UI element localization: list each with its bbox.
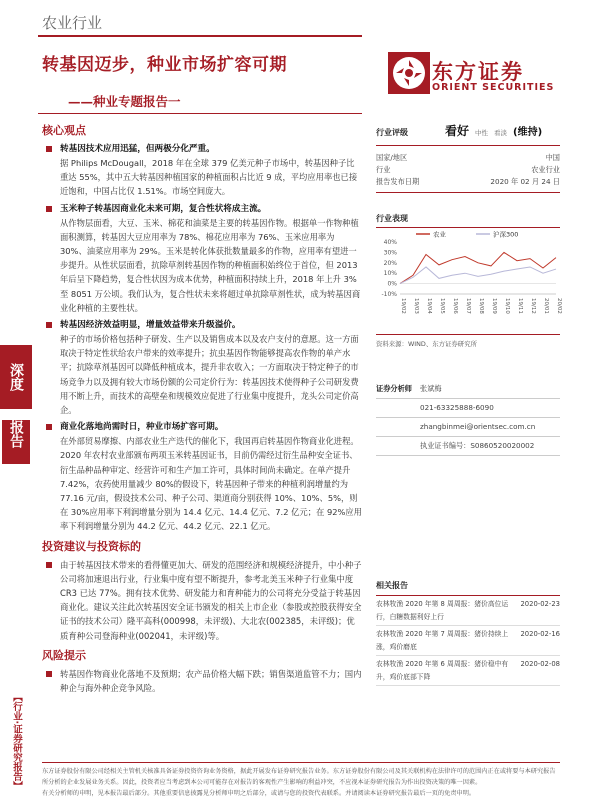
footer-note: 有关分析师的申明，见本报告最后部分。其他重要信息披露见分析师申明之后部分，或请与您的投资代表联系。并请阅读本证券研究报告最后一页的免责申明。 [42, 790, 476, 797]
analyst-email: zhangbinmei@orientsec.com.cn [420, 422, 536, 431]
info-row: 报告发布日期 2020 年 02 月 24 日 [376, 177, 560, 186]
x-tick-label: 20/01 [543, 298, 549, 314]
perf-title: 行业表现 [376, 213, 560, 228]
main-column [42, 122, 362, 695]
report-subtitle: ——种业专题报告一 [68, 94, 181, 109]
rating-label: 行业评级 [376, 128, 408, 137]
legend-label: 农业 [433, 230, 446, 239]
risk-title: 风险提示 [42, 648, 86, 662]
side-tab-report: 报告 [2, 420, 30, 464]
invest-body: 由于转基因技术带来的看得懂更加大、研发的范围经济和规模经济提升，中小种子公司将加速退出行业，行业集中度有望不断提升，参考北美玉米种子行业集中度 CR3 已达 77%。拥有技术优势、研发能力和育种能力的公司将充分受益于转基因商业化。建议关注此次转基因安全证书颁发的相关上市企业（参股或控股获得安全证书的技术公司）隆平高科(000998，未评级)、大北农(002385，未评级)；优质育种公司登海种业(002041，未评级)等。 [42, 558, 362, 643]
y-tick-label: 40% [383, 239, 397, 246]
footer-disclaimer: 东方证券股份有限公司经相关主管机关核准具备证券投资咨询业务资格，据此开展发布证券研究报告业务。东方证券股份有限公司及其关联机构在法律许可的范围内正在或将要与本研究报告所分析的企业发展业务关系。因此，投资者应当考虑到本公司可能存在对报告的客观性产生影响的利益冲突，不应视本证券研究报告为作出投资决策的唯一因素。 [42, 768, 556, 786]
bullet-icon [46, 671, 52, 677]
x-tick-label: 19/03 [413, 298, 419, 314]
point-head-2: 玉米种子转基因商业化未来可期，复合性状将成主流。 [42, 202, 362, 216]
analyst-divider [376, 417, 560, 418]
right-column [376, 122, 560, 686]
risk-body: 转基因作物商业化落地不及预期；农产品价格大幅下跌；销售渠道监管不力；国内种企与海外种企竞争风险。 [42, 667, 362, 695]
series-line-沪深300 [400, 267, 556, 284]
x-tick-label: 19/11 [517, 298, 523, 314]
bullet-icon [46, 322, 52, 328]
header-divider [38, 35, 362, 37]
footer-divider [42, 762, 560, 763]
analyst-divider [376, 455, 560, 456]
x-tick-label: 19/05 [439, 298, 445, 314]
analyst-row[interactable] [376, 420, 560, 434]
subtitle-divider [38, 113, 362, 114]
related-report[interactable]: 农林牧渔 2020 年第 8 周周报：猪价高位运行，白糖数据利好上行 2020-02-23 [376, 596, 560, 626]
legend-label: 沪深300 [493, 230, 519, 239]
x-tick-label: 19/04 [426, 298, 432, 314]
bullet-icon [46, 146, 52, 152]
analyst-row: 021-63325888-6090 [420, 403, 494, 412]
bullet-icon [46, 424, 52, 430]
rating-row [376, 122, 560, 146]
analyst-block [376, 382, 560, 456]
y-tick-label: 0% [387, 280, 397, 288]
info-row: 行业 农业行业 [376, 165, 560, 174]
x-tick-label: 19/10 [504, 298, 510, 314]
bullet-icon [46, 562, 52, 568]
related-title: 相关报告 [376, 580, 560, 596]
x-tick-label: 19/08 [478, 298, 484, 314]
rating-neutral: 中性 [475, 129, 489, 137]
analyst-divider [376, 436, 560, 437]
side-note: 【行业·证券研究报告】 [11, 692, 22, 791]
point-body-3: 种子的市场价格包括种子研发、生产以及销售成本以及农户支付的意愿。这一方面取决于特定性状给农户带来的效率提升；抗虫基因作物能够提高农作物的单产水平；抗除草剂基因可以降低种植成本，提升非农收入；一方面取决于特定种子的市场竞争力以及拥有较大市场份额的公司定价行为：转基因技术使得种子公司研发费用不断上升，而技术的高壁垒和规模效应促进了行业集中度提升，龙头公司定价高企。 [60, 334, 359, 416]
point-head-1: 转基因技术应用迅猛，但两极分化严重。 [42, 142, 362, 156]
y-tick-label: 30% [383, 249, 397, 257]
rating-keep: (维持) [513, 127, 543, 138]
y-tick-label: 20% [383, 259, 397, 267]
chart-source: 资料来源：WIND、东方证券研究所 [376, 334, 560, 348]
side-tab-depth: 深度 [0, 345, 32, 409]
perf-chart [376, 228, 560, 326]
report-title: 转基因迈步，种业市场扩容可期 [42, 55, 287, 75]
point-head-4: 商业化落地尚需时日，种业市场扩容可期。 [42, 420, 362, 434]
rating-bearish: 看淡 [494, 129, 508, 137]
x-tick-label: 19/02 [400, 298, 406, 314]
perf-chart-svg [376, 228, 560, 326]
info-row: 国家/地区 中国 [376, 153, 560, 162]
industry-label: 农业行业 [42, 14, 103, 32]
footer [42, 766, 560, 799]
x-tick-label: 20/02 [556, 298, 562, 314]
point-body-1: 据 Philips McDougall，2018 年在全球 379 亿美元种子市场中，转基因种子比重达 55%，其中五大转基因种植国家的种植面积占比近 9 成，平均应用率也已接近饱和，中国占比仅 1.51%。市场空间庞大。 [60, 158, 358, 197]
y-tick-label: 10% [383, 270, 397, 278]
invest-title: 投资建议与投资标的 [42, 539, 141, 553]
info-divider [376, 192, 560, 193]
bullet-icon [46, 206, 52, 212]
related-report[interactable]: 农林牧渔 2020 年第 7 周周报：猪价持续上涨，鸡价磨底 2020-02-16 [376, 626, 560, 656]
related-report[interactable]: 农林牧渔 2020 年第 6 周周报：猪价稳中有升，鸡价底部下降 2020-02-08 [376, 656, 560, 686]
analyst-row: 证券分析师 张斌梅 [376, 384, 442, 393]
rating-value: 看好 [445, 124, 470, 138]
info-table [376, 146, 560, 192]
point-body-2: 从作物层面看，大豆、玉米、棉花和油菜是主要的转基因作物。根据单一作物种植面积测算，转基因大豆应用率为 78%、棉花应用率为 76%、玉米应用率为 30%、油菜应用率为 29%。玉米是转化体获批数量最多的作物，应用率有望进一步提升。从性状层面看，抗除草剂转基因作物的种植面积始终位于首位，但 2013 年后呈下降趋势，复合性状因为成本优势，种植面积持续上升，2018 年上升 3%至 8051 万公顷。我们认为，复合性状未来将超过单抗除草剂性状，成为转基因商业化种植的主要性状。 [60, 217, 361, 313]
orient-logo-icon [388, 52, 430, 94]
x-tick-label: 19/09 [491, 298, 497, 314]
x-tick-label: 19/06 [452, 298, 458, 314]
y-tick-label: -10% [381, 291, 397, 298]
logo-text-en: ORIENT SECURITIES [432, 82, 555, 93]
analyst-divider [376, 398, 560, 399]
core-title: 核心观点 [42, 124, 86, 137]
x-tick-label: 19/12 [530, 298, 536, 314]
point-body-4: 在外部贸易摩擦、内部农业生产迭代的催化下，我国再启转基因作物商业化进程。2020 年农村农业部颁布两项玉米转基因证书，目前仍需经过衍生品种安全证书、衍生品种品种审定、经营许可和生产加工许可，具体时间尚未确定。在单产提升 7.42%，农药使用量减少 80%的假设下，转基因种子带来的种植利润增量约为 77.16 元/亩，假设技术公司、种子公司、渠道商分别获得 10%、10%、5%，则在 30%应用率下利润增量分别为 14.4 亿元、14.4 亿元、7.2 亿元；在 92%应用率下利润增量分别为 44.2 亿元、44.2 亿元、22.1 亿元。 [60, 436, 362, 532]
point-head-3: 转基因经济效益明显，增量效益带来升级溢价。 [42, 318, 362, 332]
logo-text-cn: 东方证券 [432, 60, 524, 84]
analyst-row: 执业证书编号：S0860520020002 [420, 441, 535, 450]
x-tick-label: 19/07 [465, 298, 471, 314]
